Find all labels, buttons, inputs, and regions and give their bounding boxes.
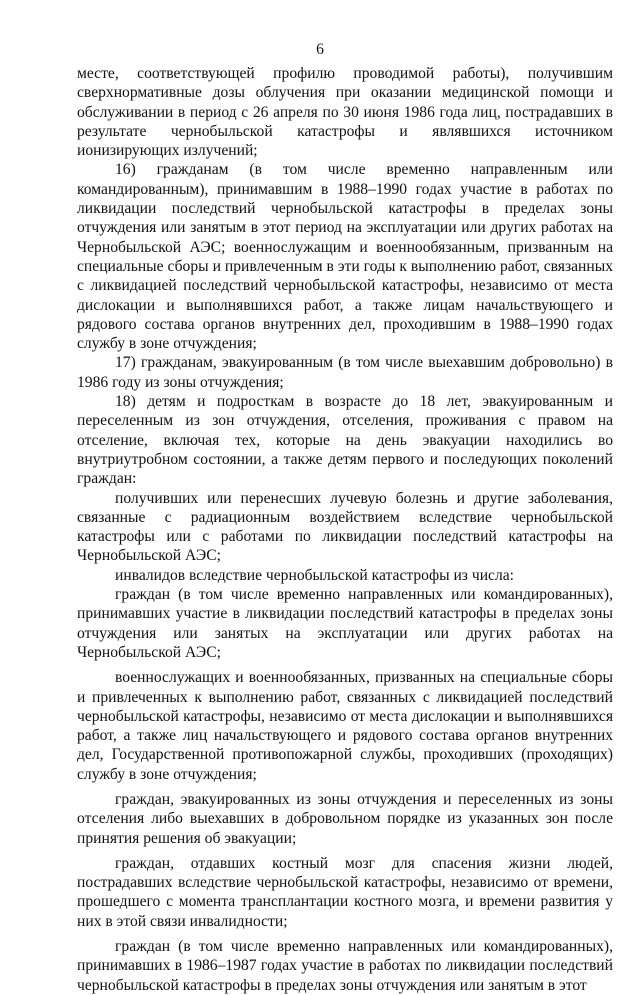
- paragraph-subitem-disabled: инвалидов вследствие чернобыльской катастрофы из числа:: [115, 566, 514, 584]
- paragraph-subitem-radiation-illness: получивших или перенесших лучевую болезнь и другие заболевания, связанные с радиационным воздействием вследствие чернобыльской катастрофы или с работами по ликвидации последствий катастрофы на Чернобыльской АЭС;: [77, 489, 613, 565]
- paragraph-continuation: месте, соответствующей профилю проводимой работы), получившим сверхнормативные дозы облучения при оказании медицинской помощи и обслуживании в период с 26 апреля по 30 июня 1986 года лиц, пострадавших в результате чернобыльской катастрофы и являвшихся источником ионизирующих излучений;: [77, 65, 613, 160]
- paragraph-subitem-evacuated: граждан, эвакуированных из зоны отчуждения и переселенных из зоны отселения либо выехавших в добровольном порядке из указанных зон после принятия решения об эвакуации;: [77, 790, 613, 847]
- paragraph-item-18: 18) детям и подросткам в возрасте до 18 лет, эвакуированным и переселенным из зон отчуждения, отселения, проживания с правом на отселение, включая тех, которые на день эвакуации находились во внутриутробном состоянии, а также детям первого и последующих поколений граждан:: [77, 393, 613, 488]
- paragraph-subitem-military: военнослужащих и военнообязанных, призванных на специальные сборы и привлеченных к выполнению работ, связанных с ликвидацией последствий чернобыльской катастрофы, независимо от места дислокации и выполнявшихся работ, а также лиц начальствующего и рядового состава органов внутренних дел, Государственной противопожарной службы, проходивших (проходящих) службу в зоне отчуждения;: [77, 669, 613, 783]
- paragraph-item-17: 17) гражданам, эвакуированным (в том числе выехавшим добровольно) в 1986 году из зоны отчуждения;: [77, 354, 613, 391]
- document-body: [77, 64, 613, 995]
- page-number: 6: [316, 41, 324, 58]
- paragraph-subitem-1986-1987: граждан (в том числе временно направленных или командированных), принимавших в 1986–1987 годах участие в работах по ликвидации последствий чернобыльской катастрофы в пределах зоны отчуждения или занятым в этот: [77, 938, 613, 994]
- paragraph-subitem-liquidators: граждан (в том числе временно направленных или командированных), принимавших участие в ликвидации последствий катастрофы в пределах зоны отчуждения или занятых на эксплуатации или других работах на Чернобыльской АЭС;: [77, 586, 613, 661]
- paragraph-subitem-bone-marrow: граждан, отдавших костный мозг для спасения жизни людей, пострадавших вследствие чернобыльской катастрофы, независимо от времени, прошедшего с момента трансплантации костного мозга, и времени развития у них в этой связи инвалидности;: [77, 854, 613, 930]
- paragraph-item-16: 16) гражданам (в том числе временно направленным или командированным), принимавшим в 1988–1990 годах участие в работах по ликвидации последствий чернобыльской катастрофы в пределах зоны отчуждения или занятым в этот период на эксплуатации или других работах на Чернобыльской АЭС; военнослужащим и военнообязанным, призванным на специальные сборы и привлеченным в эти годы к выполнению работ, связанных с ликвидацией последствий чернобыльской катастрофы, независимо от места дислокации и выполнявшихся работ, а также лицам начальствующего и рядового состава органов внутренних дел, проходившим в 1988–1990 годах службу в зоне отчуждения;: [77, 161, 613, 353]
